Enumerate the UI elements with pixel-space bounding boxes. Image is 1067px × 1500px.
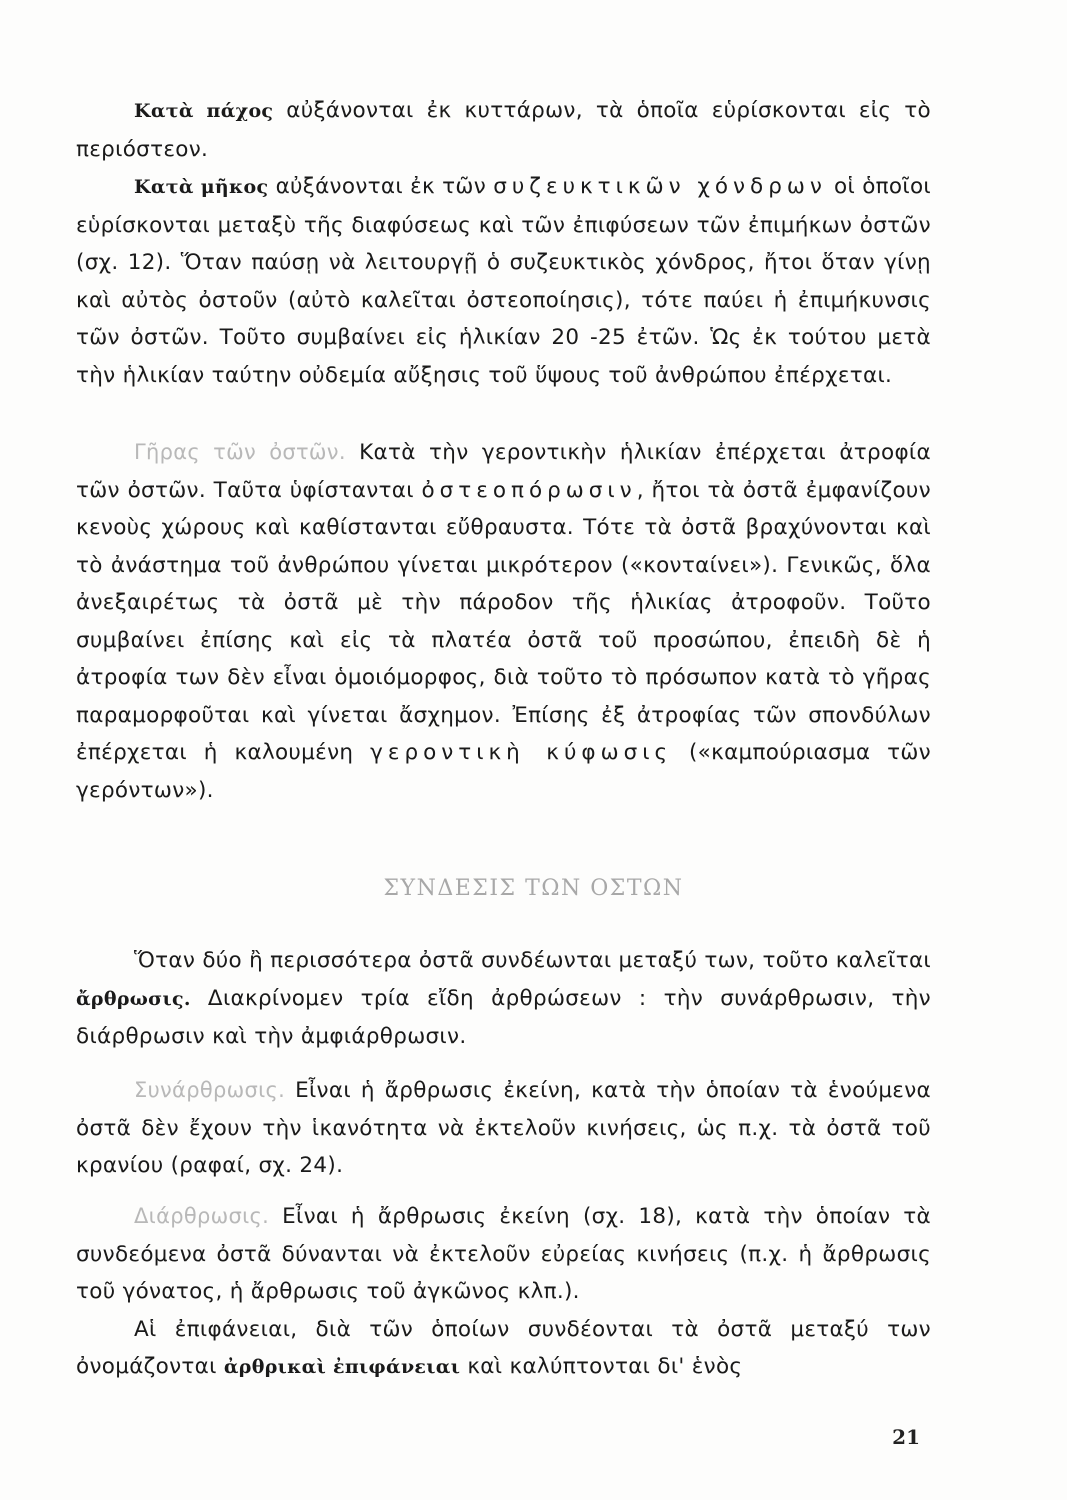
paragraph-articular-surfaces: [76, 1311, 931, 1387]
old-age-section: [76, 434, 931, 809]
section-heading: ΣΥΝΔΕΣΙΣ ΤΩΝ ΟΣΤΩΝ: [383, 876, 684, 901]
paragraph-old-age: [76, 434, 931, 809]
paragraph-text: Εἶναι ἡ ἄρθρωσις ἐκείνη, κατὰ τὴν ὁποίαν τὰ ἑνούμενα ὀστᾶ δὲν ἔχουν τὴν ἱκανότητα νὰ ἐκτελοῦν κινήσεις, ὡς π.χ. τὰ ὀστᾶ τοῦ κρανίου (ραφαί, σχ. 24).: [76, 1078, 931, 1178]
synarthrosis-section: [76, 1072, 931, 1185]
paragraph-text: αὐξάνονται ἐκ τῶν: [268, 174, 494, 199]
term-arthrikai-epifaneiai: ἀρθρικαὶ ἐπιφάνειαι: [223, 1356, 461, 1378]
spaced-term: συζευκτικῶν χόνδρων: [493, 174, 827, 199]
paragraph-text: Εἶναι ἡ ἄρθρωσις ἐκείνη (σχ. 18), κατὰ τὴν ὁποίαν τὰ συνδεόμενα ὀστᾶ δύνανται νὰ ἐκτελοῦν εὐρείας κινήσεις (π.χ. ἡ ἄρθρωσις τοῦ γόνατος, ἡ ἄρθρωσις τοῦ ἀγκῶνος κλπ.).: [76, 1204, 931, 1304]
section-label-old-age: Γῆρας τῶν ὀστῶν.: [134, 440, 346, 464]
paragraph-text: , ἤτοι τὰ ὀστᾶ ἐμφανίζουν κενοὺς χώρους καὶ καθίστανται εὔθραυστα. Τότε τὰ ὀστᾶ βραχύνονται καὶ τὸ ἀνάστημα τοῦ ἀνθρώπου γίνεται μικρότερον («κονταίνει»). Γενικῶς, ὅλα ἀνεξαιρέτως τὰ ὀστᾶ μὲ τὴν πάροδον τῆς ἡλικίας ἀτροφοῦν. Τοῦτο συμβαίνει ἐπίσης καὶ εἰς τὰ πλατέα ὀστᾶ τοῦ προσώπου, ἐπειδὴ δὲ ἡ ἀτροφία των δὲν εἶναι ὁμοιόμορφος, διὰ τοῦτο τὸ πρόσωπον κατὰ τὸ γῆρας παραμορφοῦται καὶ γίνεται ἄσχημον. Ἐπίσης ἐξ ἀτροφίας τῶν σπονδύλων ἐπέρχεται ἡ καλουμένη: [76, 477, 931, 765]
diarthrosis-section: [76, 1198, 931, 1387]
paragraph-joints-intro: [76, 942, 931, 1056]
paragraph-thickness-growth: [76, 92, 931, 168]
term-kata-mikos: Κατὰ μῆκος: [134, 176, 269, 198]
spaced-term: ὀστεοπόρωσιν: [421, 477, 637, 503]
joints-section: [76, 942, 931, 1056]
paragraph-text: αὐξάνονται ἐκ κυττάρων, τὰ ὁποῖα εὑρίσκονται εἰς τὸ περιόστεον.: [76, 98, 931, 162]
growth-section: [76, 92, 931, 394]
paragraph-text: Διακρίνομεν τρία εἴδη ἀρθρώσεων : τὴν συνάρθρωσιν, τὴν διάρθρωσιν καὶ τὴν ἀμφιάρθρωσιν.: [76, 985, 931, 1049]
paragraph-text: καὶ καλύπτονται δι' ἑνὸς: [460, 1354, 743, 1379]
paragraph-text: οἱ ὁποῖοι εὑρίσκονται μεταξὺ τῆς διαφύσεως καὶ τῶν ἐπιφύσεων τῶν ἐπιμήκων ὀστῶν (σχ. 12). Ὅταν παύσῃ νὰ λειτουργῇ ὁ συζευκτικὸς χόνδρος, ἤτοι ὅταν γίνῃ καὶ αὐτὸς ὀστοῦν (αὐτὸ καλεῖται ὀστεοποίησις), τότε παύει ἡ ἐπιμήκυνσις τῶν ὀστῶν. Τοῦτο συμβαίνει εἰς ἡλικίαν 20 -25 ἐτῶν. Ὡς ἐκ τούτου μετὰ τὴν ἡλικίαν ταύτην οὐδεμία αὔξησις τοῦ ὕψους τοῦ ἀνθρώπου ἐπέρχεται.: [76, 174, 931, 388]
spaced-term: γεροντικὴ κύφωσις: [370, 740, 673, 765]
paragraph-length-growth: [76, 168, 931, 394]
section-label-synarthrosis: Συνάρθρωσις.: [134, 1078, 286, 1102]
section-label-diarthrosis: Διάρθρωσις.: [134, 1204, 270, 1228]
paragraph-text: Κατὰ τὴν γεροντικὴν ἡλικίαν ἐπέρχεται ἀτροφία τῶν ὀστῶν. Ταῦτα ὑφίστανται: [76, 440, 931, 503]
paragraph-text: («καμπούριασμα τῶν γερόντων»).: [76, 740, 931, 803]
paragraph-synarthrosis: [76, 1072, 931, 1185]
paragraph-diarthrosis: [76, 1198, 931, 1311]
paragraph-text: Αἱ ἐπιφάνειαι, διὰ τῶν ὁποίων συνδέονται τὰ ὀστᾶ μεταξύ των ὀνομάζονται: [76, 1316, 931, 1379]
term-arthrosis: ἄρθρωσις.: [76, 987, 191, 1010]
term-kata-pachos: Κατὰ πάχος: [134, 100, 274, 122]
page-number: 21: [892, 1425, 920, 1449]
paragraph-text: Ὅταν δύο ἢ περισσότερα ὀστᾶ συνδέωνται μεταξύ των, τοῦτο καλεῖται: [134, 948, 931, 973]
